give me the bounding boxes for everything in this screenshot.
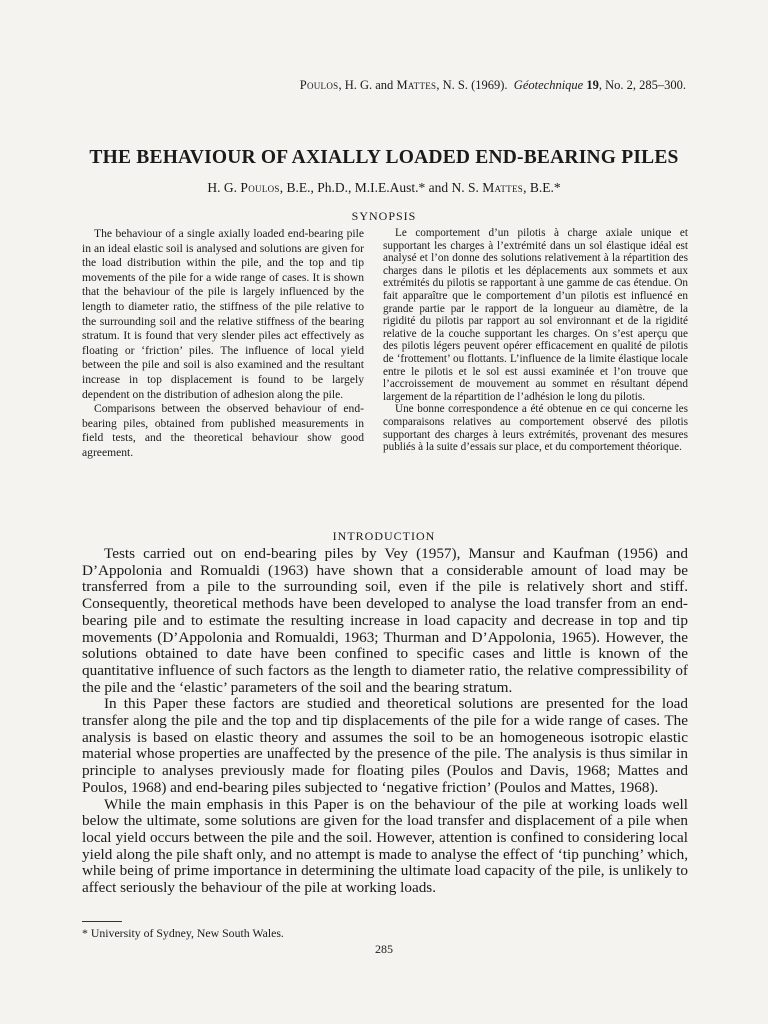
footnote-rule [82,921,122,922]
synopsis-english-paragraph: The behaviour of a single axially loaded end-bearing pile in an ideal elastic soil is analysed and solutions are given for the load distribution within the pile, and the top and tip movements of the pile for a wide range of cases. It is shown that the behaviour of the pile is largely influenced by the length to diameter ratio, the stiffness of the pile relative to the surrounding soil and the relative stiffness of the bearing stratum. It is found that very slender piles act effectively as floating or ‘friction’ piles. The influence of local yield between the pile and soil is also examined and the resultant increase in top displacement is found to be largely dependent on the distribution of adhesion along the pile. [82,227,364,401]
body-paragraph: Tests carried out on end-bearing piles by Vey (1957), Mansur and Kaufman (1956) and D’Appolonia and Romualdi (1963) have shown that a considerable amount of load may be transferred from a pile to the surrounding soil, even if the pile is relatively short and stiff. Consequently, theoretical methods have been developed to analyse the load transfer from an end-bearing pile and to estimate the resulting increase in load capacity and decrease in top and tip movements (D’Appolonia and Romualdi, 1963; Thurman and D’Appolonia, 1965). However, the solutions obtained to date have been confined to specific cases and little is known of the quantitative influence of such factors as the length to diameter ratio, the relative compressibility of the pile and the ‘elastic’ parameters of the soil and the bearing stratum. [82,545,688,696]
citation-initials: , H. G. and [338,78,397,92]
citation-volume: 19 [586,78,599,92]
body-paragraph: In this Paper these factors are studied and theoretical solutions are presented for the load transfer along the pile and the top and tip displacements of the pile for a wide range of cases. The analysis is based on elastic theory and assumes the soil to be an homogeneous isotropic elastic material whose properties are unaffected by the presence of the pile. The analysis is thus similar in principle to analyses previously made for floating piles (Poulos and Davis, 1968; Mattes and Poulos, 1968) and end-bearing piles subjected to ‘negative friction’ (Poulos and Mattes, 1968). [82,695,688,796]
paper-title: THE BEHAVIOUR OF AXIALLY LOADED END-BEARING PILES [89,147,679,168]
synopsis-heading: SYNOPSIS [351,209,417,223]
synopsis-french-paragraph: Le comportement d’un pilotis à charge axiale unique et supportant les charges à l’extrémité dans un sol élastique idéal est analysé et l’on donne des solutions relativement à la répartition des charges dans le pilotis et les déplacements aux sommets et aux extrémités du pilotis se rapportant à une gamme de cas étendue. On fait apparaître que le comportement d’un pilotis est influencé en grande partie par le rapport de la longueur au diamètre, de la rigidité du pilotis par rapport au sol environnant et de la rigidité relative de la couche supportant les charges. On s’est aperçu que des pilotis légers peuvent opérer efficacement en qualité de pilotis de ‘frottement’ ou flottants. L’influence de la limite élastique locale entre le pilotis et le sol est aussi examinée et l’on trouve que l’accroissement de mouvement au sommet en résultant dépend largement de la répartition de l’adhésion le long du pilotis. [383,227,688,403]
author-1-initials: H. G. [207,180,241,195]
citation-issue: , No. 2, 285–300. [598,78,686,92]
synopsis-english-paragraph: Comparisons between the observed behaviour of end-bearing piles, obtained from published measurements in field tests, and the theoretical behaviour show good agreement. [82,402,364,459]
footnote: * University of Sydney, New South Wales. [82,926,284,940]
body-paragraph: While the main emphasis in this Paper is on the behaviour of the pile at working loads well below the ultimate, some solutions are given for the load transfer and displacement of a pile when local yield occurs between the pile and the soil. However, attention is confined to considering local yield along the pile shaft only, and no attempt is made to analyse the effect of ‘tip punching’ which, while being of prime importance in determining the ultimate load capacity of the pile, is unlikely to affect seriously the behaviour of the pile at working loads. [82,795,688,897]
author-1-surname: Poulos [240,180,280,195]
synopsis-english [82,227,364,461]
author-1-degrees: , B.E., Ph.D., M.I.E.Aust.* and N. S. [279,180,483,195]
citation-header [300,78,686,93]
author-2-degrees: , B.E.* [523,180,561,195]
author-2-surname: Mattes [482,180,524,195]
introduction-heading: INTRODUCTION [332,529,436,543]
page-number: 285 [375,942,393,956]
author-line [0,180,768,196]
synopsis-french-paragraph: Une bonne correspondence a été obtenue en ce qui concerne les comparaisons relatives au comportement observé des pilotis supportant des charges à leurs extrémités, provenant des mesures publiés à la suite d’essais sur place, et du comportement théorique. [383,403,688,454]
introduction-body [82,546,688,897]
synopsis-french [383,227,688,454]
citation-author-1: Poulos [299,78,339,92]
citation-journal: Géotechnique [513,78,584,92]
citation-author-2: Mattes [396,78,437,92]
citation-year: , N. S. (1969). [436,78,508,92]
